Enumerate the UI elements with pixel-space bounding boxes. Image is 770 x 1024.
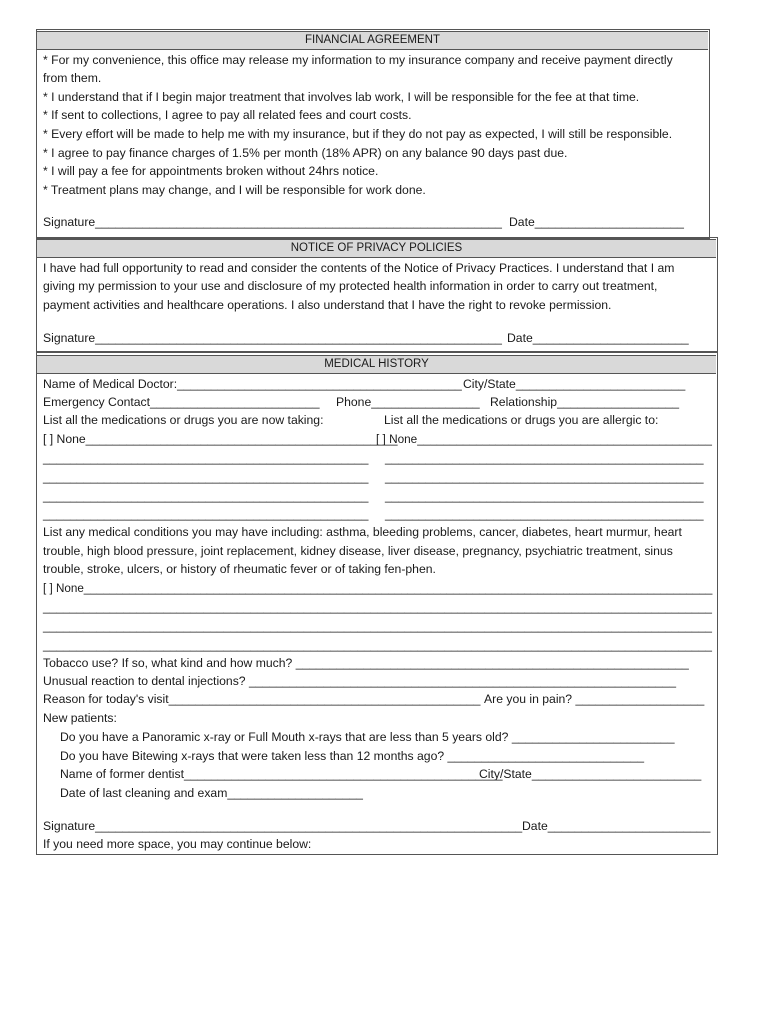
- conditions-blank-line[interactable]: ____________________________________________________________________________________________________: [43, 600, 713, 614]
- visit-reason-field[interactable]: Reason for today's visit______________________________________________: [43, 692, 481, 706]
- injection-reaction-field[interactable]: Unusual reaction to dental injections? _______________________________________________________________: [43, 674, 676, 688]
- pain-field[interactable]: Are you in pain? ___________________: [484, 692, 705, 706]
- privacy-signature-field[interactable]: Signature____________________________________________________________: [43, 331, 502, 345]
- financial-line: * If sent to collections, I agree to pay all related fees and court costs.: [43, 108, 412, 122]
- relationship-field[interactable]: Relationship__________________: [490, 395, 680, 409]
- privacy-date-field[interactable]: Date_______________________: [507, 331, 689, 345]
- medications-none-checkbox[interactable]: [ ] None______________________________________________: [43, 432, 398, 446]
- conditions-text: trouble, high blood pressure, joint replacement, kidney disease, liver disease, pregnancy, psychiatric treatment, sinus: [43, 544, 673, 558]
- allergies-label: List all the medications or drugs you are allergic to:: [384, 413, 659, 427]
- allergies-blank-line[interactable]: _______________________________________________: [385, 507, 704, 521]
- financial-line: * I understand that if I begin major treatment that involves lab work, I will be responsible for the fee at that time.: [43, 90, 640, 104]
- medications-blank-line[interactable]: ________________________________________________: [43, 451, 369, 465]
- more-space-note: If you need more space, you may continue below:: [43, 837, 312, 851]
- former-dentist-field[interactable]: Name of former dentist_______________________________________________: [60, 767, 503, 781]
- privacy-header: NOTICE OF PRIVACY POLICIES: [37, 239, 716, 258]
- conditions-none-checkbox[interactable]: [ ] None_________________________________________________________________________________________________: [43, 581, 713, 595]
- privacy-line: payment activities and healthcare operations. I also understand that I have the right to revoke permission.: [43, 298, 612, 312]
- conditions-text: List any medical conditions you may have including: asthma, bleeding problems, cancer, diabetes, heart murmur, heart: [43, 525, 682, 539]
- medical-signature-field[interactable]: Signature_______________________________________________________________: [43, 819, 523, 833]
- allergies-blank-line[interactable]: _______________________________________________: [385, 451, 704, 465]
- financial-line: * For my convenience, this office may release my information to my insurance company and receive payment directly: [43, 53, 673, 67]
- financial-line: * Every effort will be made to help me with my insurance, but if they do not pay as expected, I will still be responsible.: [43, 127, 673, 141]
- phone-field[interactable]: Phone________________: [336, 395, 480, 409]
- conditions-blank-line[interactable]: ____________________________________________________________________________________________________: [43, 619, 713, 633]
- conditions-text: trouble, stroke, ulcers, or history of rheumatic fever or of taking fen-phen.: [43, 562, 436, 576]
- allergies-blank-line[interactable]: _______________________________________________: [385, 489, 704, 503]
- medications-label: List all the medications or drugs you are now taking:: [43, 413, 324, 427]
- financial-line: * I agree to pay finance charges of 1.5% per month (18% APR) on any balance 90 days past due.: [43, 146, 568, 160]
- financial-agreement-header: FINANCIAL AGREEMENT: [37, 31, 708, 50]
- allergies-none-checkbox[interactable]: [ ] None_____________________________________________: [376, 432, 712, 446]
- allergies-blank-line[interactable]: _______________________________________________: [385, 470, 704, 484]
- doctor-city-field[interactable]: City/State_________________________: [463, 377, 686, 391]
- tobacco-field[interactable]: Tobacco use? If so, what kind and how much? __________________________________________________________: [43, 656, 689, 670]
- medical-history-header: MEDICAL HISTORY: [37, 355, 716, 374]
- medical-date-field[interactable]: Date________________________: [522, 819, 711, 833]
- medications-blank-line[interactable]: ________________________________________________: [43, 470, 369, 484]
- conditions-blank-line[interactable]: ____________________________________________________________________________________________________: [43, 638, 713, 652]
- financial-line: * I will pay a fee for appointments broken without 24hrs notice.: [43, 164, 379, 178]
- privacy-line: giving my permission to your use and disclosure of my protected health information in order to carry out treatment,: [43, 279, 658, 293]
- emergency-contact-field[interactable]: Emergency Contact_________________________: [43, 395, 320, 409]
- panoramic-xray-field[interactable]: Do you have a Panoramic x-ray or Full Mouth x-rays that are less than 5 years old? ________________________: [60, 730, 675, 744]
- new-patients-label: New patients:: [43, 711, 117, 725]
- last-cleaning-field[interactable]: Date of last cleaning and exam____________________: [60, 786, 363, 800]
- financial-line: * Treatment plans may change, and I will be responsible for work done.: [43, 183, 426, 197]
- privacy-line: I have had full opportunity to read and consider the contents of the Notice of Privacy Practices. I understand that I am: [43, 261, 675, 275]
- financial-date-field[interactable]: Date______________________: [509, 215, 684, 229]
- former-dentist-city-field[interactable]: City/State_________________________: [479, 767, 702, 781]
- financial-signature-field[interactable]: Signature____________________________________________________________: [43, 215, 502, 229]
- medications-blank-line[interactable]: ________________________________________________: [43, 507, 369, 521]
- medications-blank-line[interactable]: ________________________________________________: [43, 489, 369, 503]
- bitewing-xray-field[interactable]: Do you have Bitewing x-rays that were taken less than 12 months ago? _____________________________: [60, 749, 645, 763]
- medical-doctor-field[interactable]: Name of Medical Doctor:__________________________________________: [43, 377, 462, 391]
- financial-line: from them.: [43, 71, 102, 85]
